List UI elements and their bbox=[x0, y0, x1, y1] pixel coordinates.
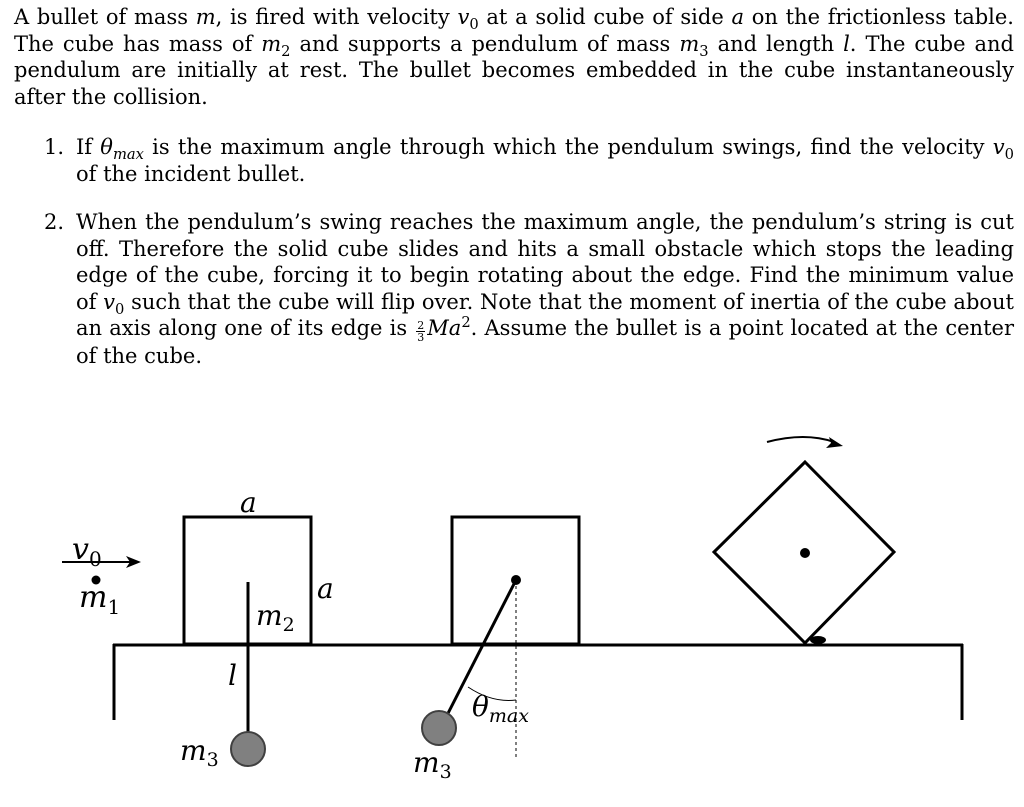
subscript: 3 bbox=[699, 42, 709, 60]
intro-text: and supports a pendulum of mass bbox=[290, 31, 680, 56]
intro-text: and length bbox=[708, 31, 844, 56]
label-m3-mid: $m_3$ bbox=[413, 746, 452, 783]
label-a-side: a bbox=[317, 572, 334, 605]
fraction-numerator: 2 bbox=[417, 319, 425, 332]
var-m3: m bbox=[679, 31, 700, 56]
var-Ma: Ma bbox=[427, 316, 462, 340]
physics-diagram bbox=[0, 420, 1024, 807]
rotation-arrow bbox=[767, 437, 834, 442]
label-m1: $m_1$ bbox=[79, 580, 121, 619]
bullet-group bbox=[62, 532, 141, 619]
question-1 bbox=[14, 134, 1014, 187]
var-m: m bbox=[195, 5, 216, 29]
label-theta-max: $\theta_{max}$ bbox=[472, 690, 529, 727]
label-v0: $v_0$ bbox=[72, 532, 102, 571]
var-l: l bbox=[843, 31, 850, 56]
intro-text: at a solid cube of side bbox=[478, 5, 732, 29]
label-a-top: a bbox=[240, 486, 257, 519]
subscript: 0 bbox=[469, 16, 479, 34]
var-m2: m bbox=[261, 31, 282, 56]
question-text: is the maximum angle through which the pendulum swings, find the velocity bbox=[143, 135, 993, 159]
fraction bbox=[416, 320, 425, 343]
label-m2: $m_2$ bbox=[256, 599, 295, 636]
question-text: When the pendulum’s swing reaches the maximum angle, the pendulum’s string is cut off. Therefore the solid cube slides and hits a small obstacle which stops the leading edge of the cube, forcing it to begin rotating about the edge. Find the minimum value of bbox=[76, 210, 1014, 314]
fraction-denominator: 3 bbox=[417, 331, 425, 344]
intro-text: , is fired with velocity bbox=[215, 5, 458, 29]
question-number: 2. bbox=[44, 210, 65, 234]
var-theta: θ bbox=[100, 135, 113, 159]
rotation-arrowhead bbox=[826, 437, 843, 448]
table bbox=[113, 644, 963, 720]
cube-swung bbox=[413, 517, 579, 783]
subscript: 2 bbox=[281, 42, 291, 60]
cube-center-dot bbox=[800, 548, 810, 558]
question-text: such that the cube will flip over. Note that the moment of inertia of the cube about an axis along one of its edge is bbox=[76, 289, 1015, 340]
subscript: 0 bbox=[115, 300, 125, 318]
question-text: . Assume the bullet is a point located at the center of the cube. bbox=[76, 316, 1014, 368]
question-number: 1. bbox=[44, 135, 65, 159]
pendulum-bob-2 bbox=[422, 711, 456, 745]
label-l: l bbox=[228, 659, 237, 692]
subscript: max bbox=[112, 146, 144, 164]
question-text: of the incident bullet. bbox=[76, 161, 306, 186]
obstacle bbox=[810, 636, 826, 644]
intro-text: A bullet of mass bbox=[14, 5, 196, 29]
var-v0: v bbox=[457, 5, 470, 29]
pivot-point bbox=[511, 575, 521, 585]
var-a: a bbox=[731, 5, 744, 29]
cube-tipping bbox=[714, 437, 894, 644]
question-2 bbox=[14, 209, 1014, 370]
label-m3-left: $m_3$ bbox=[180, 734, 219, 771]
question-list bbox=[14, 134, 1014, 370]
superscript: 2 bbox=[461, 314, 471, 331]
problem-text bbox=[14, 4, 1014, 392]
var-v0: v bbox=[992, 135, 1005, 159]
pendulum-bob-1 bbox=[231, 732, 265, 766]
intro-text: on the frictionless table. The cube has mass of bbox=[14, 5, 1014, 56]
subscript: 0 bbox=[1004, 146, 1014, 164]
var-v0: v bbox=[103, 289, 116, 314]
intro-paragraph bbox=[14, 4, 1014, 110]
question-text: If bbox=[76, 135, 101, 159]
cube-initial bbox=[180, 486, 334, 771]
intro-text: . The cube and pendulum are initially at rest. The bullet becomes embedded in the cube instantaneously after the collision. bbox=[14, 31, 1014, 109]
